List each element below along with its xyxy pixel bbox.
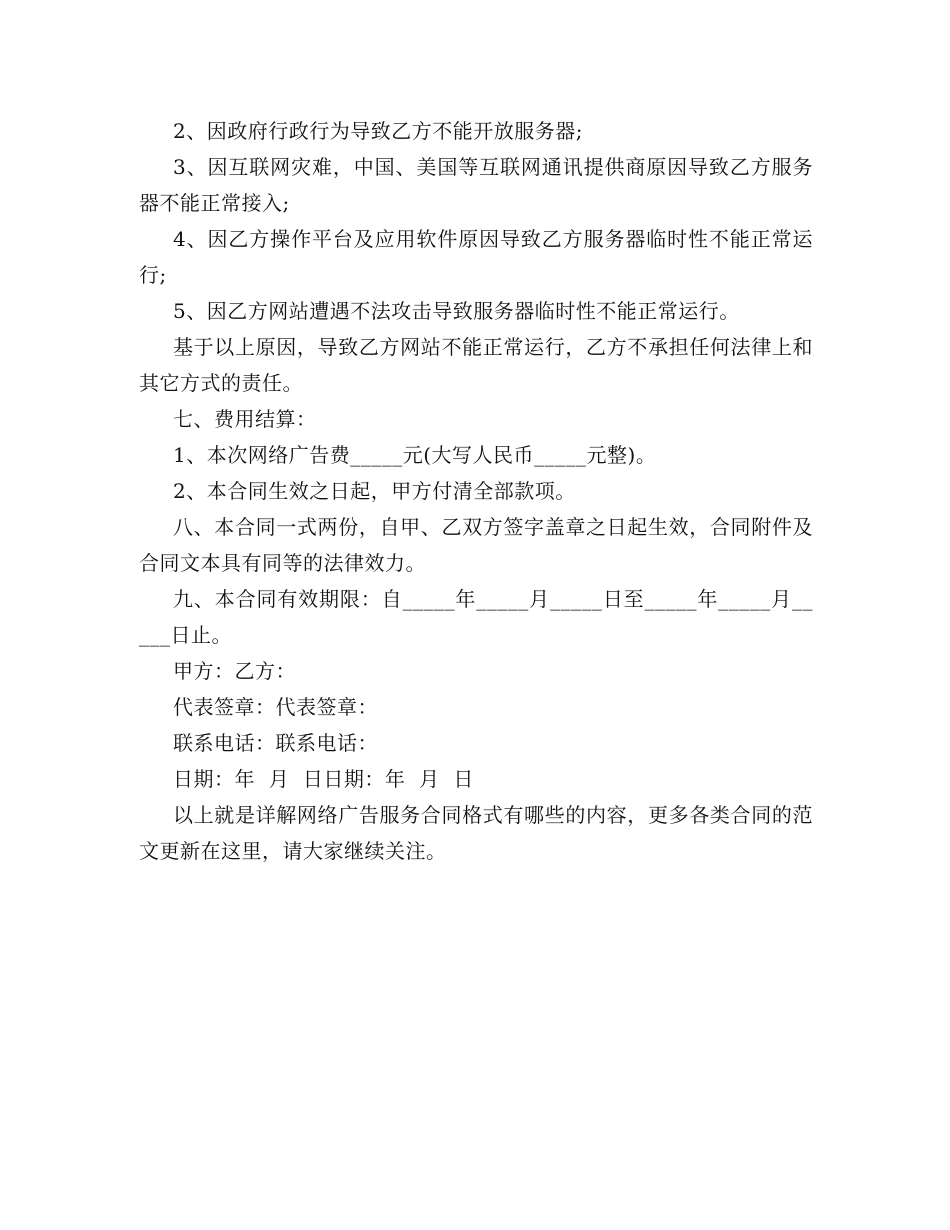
section-8-copies: 八、本合同一式两份，自甲、乙双方签字盖章之日起生效，合同附件及合同文本具有同等的法律效力。 bbox=[139, 515, 813, 575]
document-body bbox=[139, 113, 813, 869]
fee-clause-1: 1、本次网络广告费_____元(大写人民币_____元整)。 bbox=[173, 443, 657, 467]
clause-3-internet-disaster: 3、因互联网灾难，中国、美国等互联网通讯提供商原因导致乙方服务器不能正常接入; bbox=[139, 155, 813, 215]
party-line: 甲方：乙方： bbox=[173, 659, 296, 683]
section-9-validity: 九、本合同有效期限：自_____年_____月_____日至_____年_____月_____日止。 bbox=[139, 587, 813, 647]
liability-disclaimer: 基于以上原因，导致乙方网站不能正常运行，乙方不承担任何法律上和其它方式的责任。 bbox=[139, 335, 813, 395]
phone-line: 联系电话：联系电话： bbox=[173, 731, 378, 755]
closing-note: 以上就是详解网络广告服务合同格式有哪些的内容，更多各类合同的范文更新在这里，请大家继续关注。 bbox=[139, 803, 813, 863]
fee-clause-2: 2、本合同生效之日起，甲方付清全部款项。 bbox=[173, 479, 576, 503]
clause-4-platform-software: 4、因乙方操作平台及应用软件原因导致乙方服务器临时性不能正常运行; bbox=[139, 227, 813, 287]
date-line: 日期：年 月 日日期：年 月 日 bbox=[173, 767, 474, 791]
clause-5-illegal-attack: 5、因乙方网站遭遇不法攻击导致服务器临时性不能正常运行。 bbox=[173, 299, 740, 323]
signature-line: 代表签章：代表签章： bbox=[173, 695, 378, 719]
section-7-heading: 七、费用结算： bbox=[173, 407, 317, 431]
clause-2-government-action: 2、因政府行政行为导致乙方不能开放服务器; bbox=[173, 119, 583, 143]
